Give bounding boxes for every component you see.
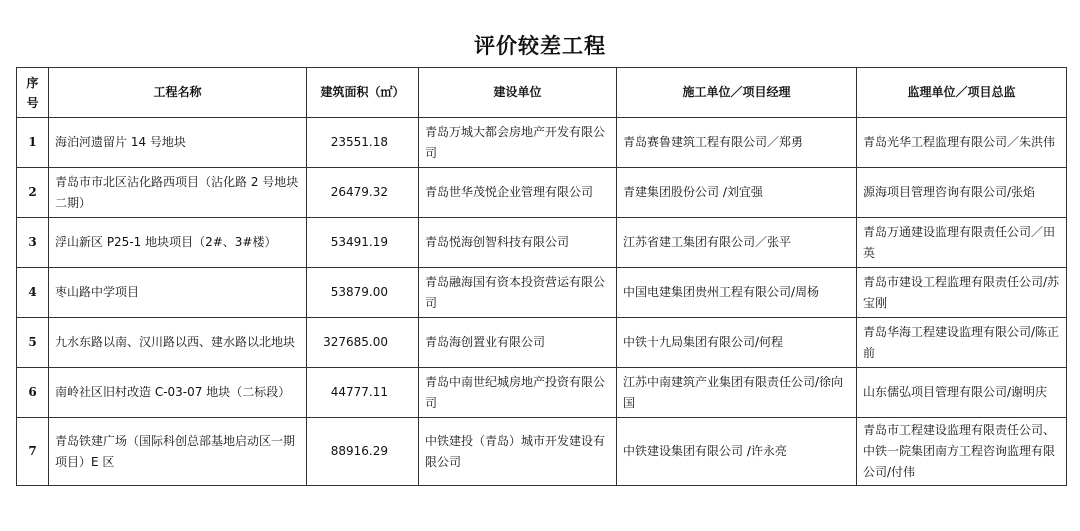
table-row (17, 218, 1067, 268)
row-area: 26479.32 (307, 168, 419, 218)
row-project-name: 海泊河遗留片 14 号地块 (49, 118, 307, 168)
column-header-area: 建筑面积（㎡） (307, 68, 419, 118)
row-seq: 5 (17, 318, 49, 368)
table-row (17, 418, 1067, 486)
row-contractor: 中国电建集团贵州工程有限公司/周杨 (617, 268, 857, 318)
row-seq: 4 (17, 268, 49, 318)
row-seq: 1 (17, 118, 49, 168)
table-row (17, 268, 1067, 318)
row-seq: 3 (17, 218, 49, 268)
column-header-seq: 序号 (17, 68, 49, 118)
row-supervisor: 青岛市工程建设监理有限责任公司、中铁一院集团南方工程咨询监理有限公司/付伟 (857, 418, 1067, 486)
row-contractor: 江苏省建工集团有限公司／张平 (617, 218, 857, 268)
row-contractor: 青建集团股份公司 /刘宜强 (617, 168, 857, 218)
table-row (17, 118, 1067, 168)
row-area: 53491.19 (307, 218, 419, 268)
row-project-name: 浮山新区 P25-1 地块项目（2#、3#楼） (49, 218, 307, 268)
row-seq: 6 (17, 368, 49, 418)
row-project-name: 南岭社区旧村改造 C-03-07 地块（二标段） (49, 368, 307, 418)
row-supervisor: 青岛华海工程建设监理有限公司/陈正前 (857, 318, 1067, 368)
column-header-builder: 建设单位 (419, 68, 617, 118)
row-supervisor: 青岛市建设工程监理有限责任公司/苏宝刚 (857, 268, 1067, 318)
row-contractor: 江苏中南建筑产业集团有限责任公司/徐向国 (617, 368, 857, 418)
column-header-supervisor: 监理单位／项目总监 (857, 68, 1067, 118)
column-header-name: 工程名称 (49, 68, 307, 118)
table-row (17, 368, 1067, 418)
row-builder: 青岛中南世纪城房地产投资有限公司 (419, 368, 617, 418)
row-builder: 青岛融海国有资本投资营运有限公司 (419, 268, 617, 318)
row-builder: 青岛世华茂悦企业管理有限公司 (419, 168, 617, 218)
row-project-name: 九水东路以南、汉川路以西、建水路以北地块 (49, 318, 307, 368)
row-builder: 青岛万城大都会房地产开发有限公司 (419, 118, 617, 168)
project-table (16, 67, 1067, 486)
row-area: 44777.11 (307, 368, 419, 418)
row-contractor: 中铁十九局集团有限公司/何程 (617, 318, 857, 368)
page-title: 评价较差工程 (474, 33, 606, 58)
row-builder: 青岛悦海创智科技有限公司 (419, 218, 617, 268)
row-seq: 2 (17, 168, 49, 218)
row-supervisor: 山东儒弘项目管理有限公司/谢明庆 (857, 368, 1067, 418)
row-area: 53879.00 (307, 268, 419, 318)
row-area: 327685.00 (307, 318, 419, 368)
row-project-name: 枣山路中学项目 (49, 268, 307, 318)
row-seq: 7 (17, 418, 49, 486)
table-row (17, 318, 1067, 368)
table-header-row (17, 68, 1067, 118)
row-area: 88916.29 (307, 418, 419, 486)
row-supervisor: 源海项目管理咨询有限公司/张焰 (857, 168, 1067, 218)
row-builder: 中铁建投（青岛）城市开发建设有限公司 (419, 418, 617, 486)
row-project-name: 青岛市市北区沾化路西项目（沾化路 2 号地块二期） (49, 168, 307, 218)
row-area: 23551.18 (307, 118, 419, 168)
row-project-name: 青岛铁建广场（国际科创总部基地启动区一期项目）E 区 (49, 418, 307, 486)
row-supervisor: 青岛万通建设监理有限责任公司／田英 (857, 218, 1067, 268)
row-contractor: 中铁建设集团有限公司 /许永亮 (617, 418, 857, 486)
row-builder: 青岛海创置业有限公司 (419, 318, 617, 368)
row-supervisor: 青岛光华工程监理有限公司／朱洪伟 (857, 118, 1067, 168)
row-contractor: 青岛赛鲁建筑工程有限公司／郑勇 (617, 118, 857, 168)
column-header-contractor: 施工单位／项目经理 (617, 68, 857, 118)
table-row (17, 168, 1067, 218)
